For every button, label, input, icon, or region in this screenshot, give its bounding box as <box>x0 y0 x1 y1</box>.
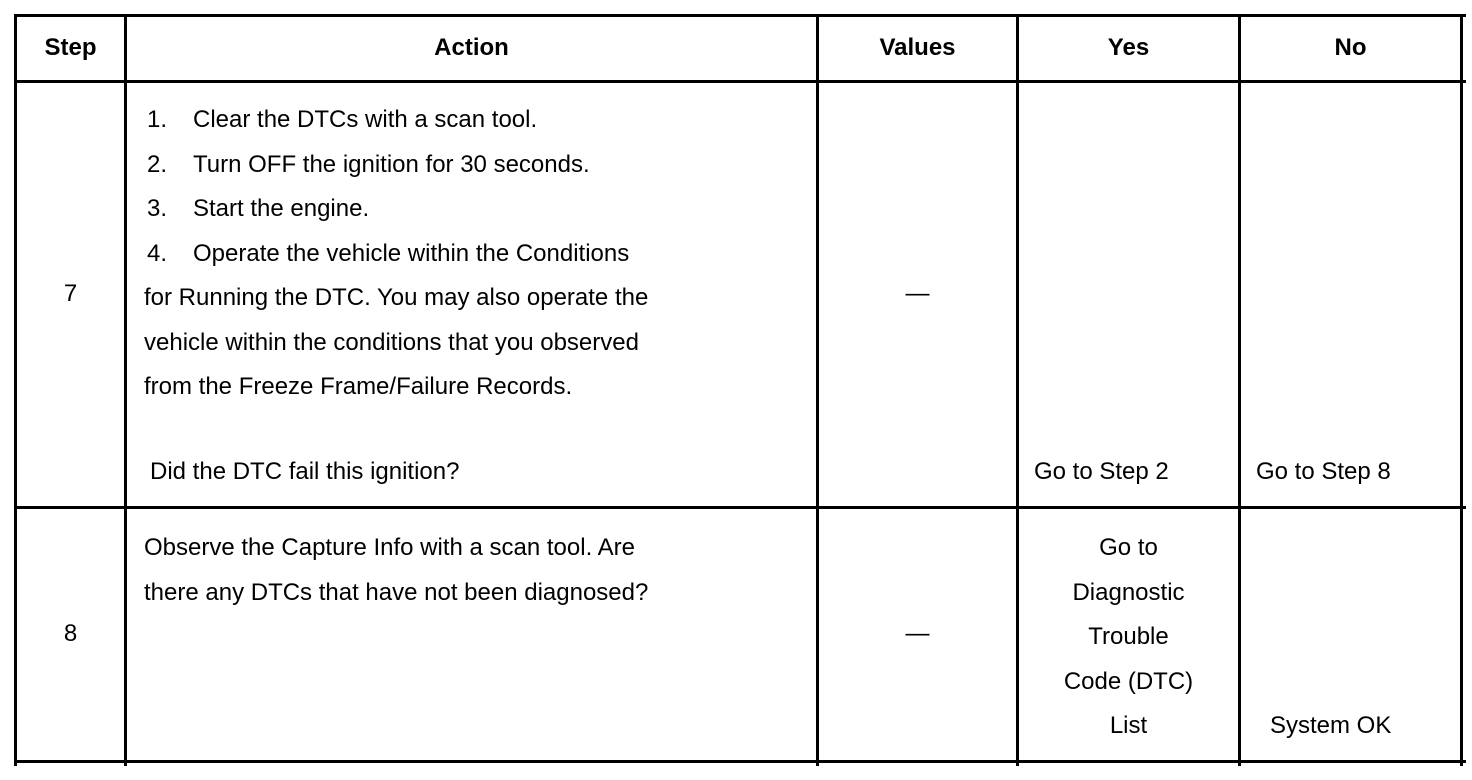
action-continued-line: from the Freeze Frame/Failure Records. <box>144 373 573 400</box>
action-step-number: 3. <box>147 195 168 222</box>
header-values: Values <box>879 34 956 62</box>
action-step-number: 2. <box>147 150 168 178</box>
header-step: Step <box>44 34 97 62</box>
table-border-right <box>1460 14 1463 766</box>
yes-line: Code (DTC) <box>1063 667 1194 695</box>
action-question: Did the DTC fail this ignition? <box>150 458 460 485</box>
no-cell: Go to Step 8 <box>1256 458 1391 485</box>
diagnostic-table <box>14 14 1466 766</box>
action-line: there any DTCs that have not been diagnosed? <box>144 578 649 606</box>
action-step-text: Clear the DTCs with a scan tool. <box>193 106 538 133</box>
action-continued-line: for Running the DTC. You may also operate the <box>144 284 649 311</box>
action-step-3 <box>144 187 804 232</box>
action-step-1 <box>144 98 804 143</box>
yes-line: List <box>1109 712 1148 739</box>
yes-line: Diagnostic <box>1072 578 1185 606</box>
action-cell <box>144 526 804 615</box>
yes-cell: Go to Step 2 <box>1034 458 1169 485</box>
step-number: 7 <box>63 280 78 308</box>
row-divider <box>14 506 1466 509</box>
column-divider-yes <box>1238 14 1241 766</box>
column-divider-step <box>124 14 127 766</box>
action-step-2 <box>144 143 804 188</box>
header-no: No <box>1334 34 1367 62</box>
action-step-text: Start the engine. <box>193 195 370 222</box>
action-step-number: 1. <box>147 106 168 133</box>
action-step-4 <box>144 232 804 277</box>
action-step-text: Operate the vehicle within the Conditions <box>193 239 630 267</box>
header-divider <box>14 80 1466 83</box>
action-step-text: Turn OFF the ignition for 30 seconds. <box>193 150 590 178</box>
no-cell: System OK <box>1270 712 1392 739</box>
yes-line: Trouble <box>1088 623 1169 650</box>
action-step-number: 4. <box>147 239 168 267</box>
values-cell: — <box>905 620 930 648</box>
values-cell: — <box>905 280 930 308</box>
action-continued-line: vehicle within the conditions that you observed <box>144 328 639 356</box>
step-number: 8 <box>63 620 78 648</box>
table-border-bottom <box>14 760 1466 763</box>
header-action: Action <box>434 34 509 62</box>
yes-cell <box>1019 526 1238 749</box>
header-yes: Yes <box>1107 34 1150 62</box>
action-cell <box>144 98 804 410</box>
action-line: Observe the Capture Info with a scan tool. Are <box>144 534 635 561</box>
yes-line: Go to <box>1099 534 1158 561</box>
